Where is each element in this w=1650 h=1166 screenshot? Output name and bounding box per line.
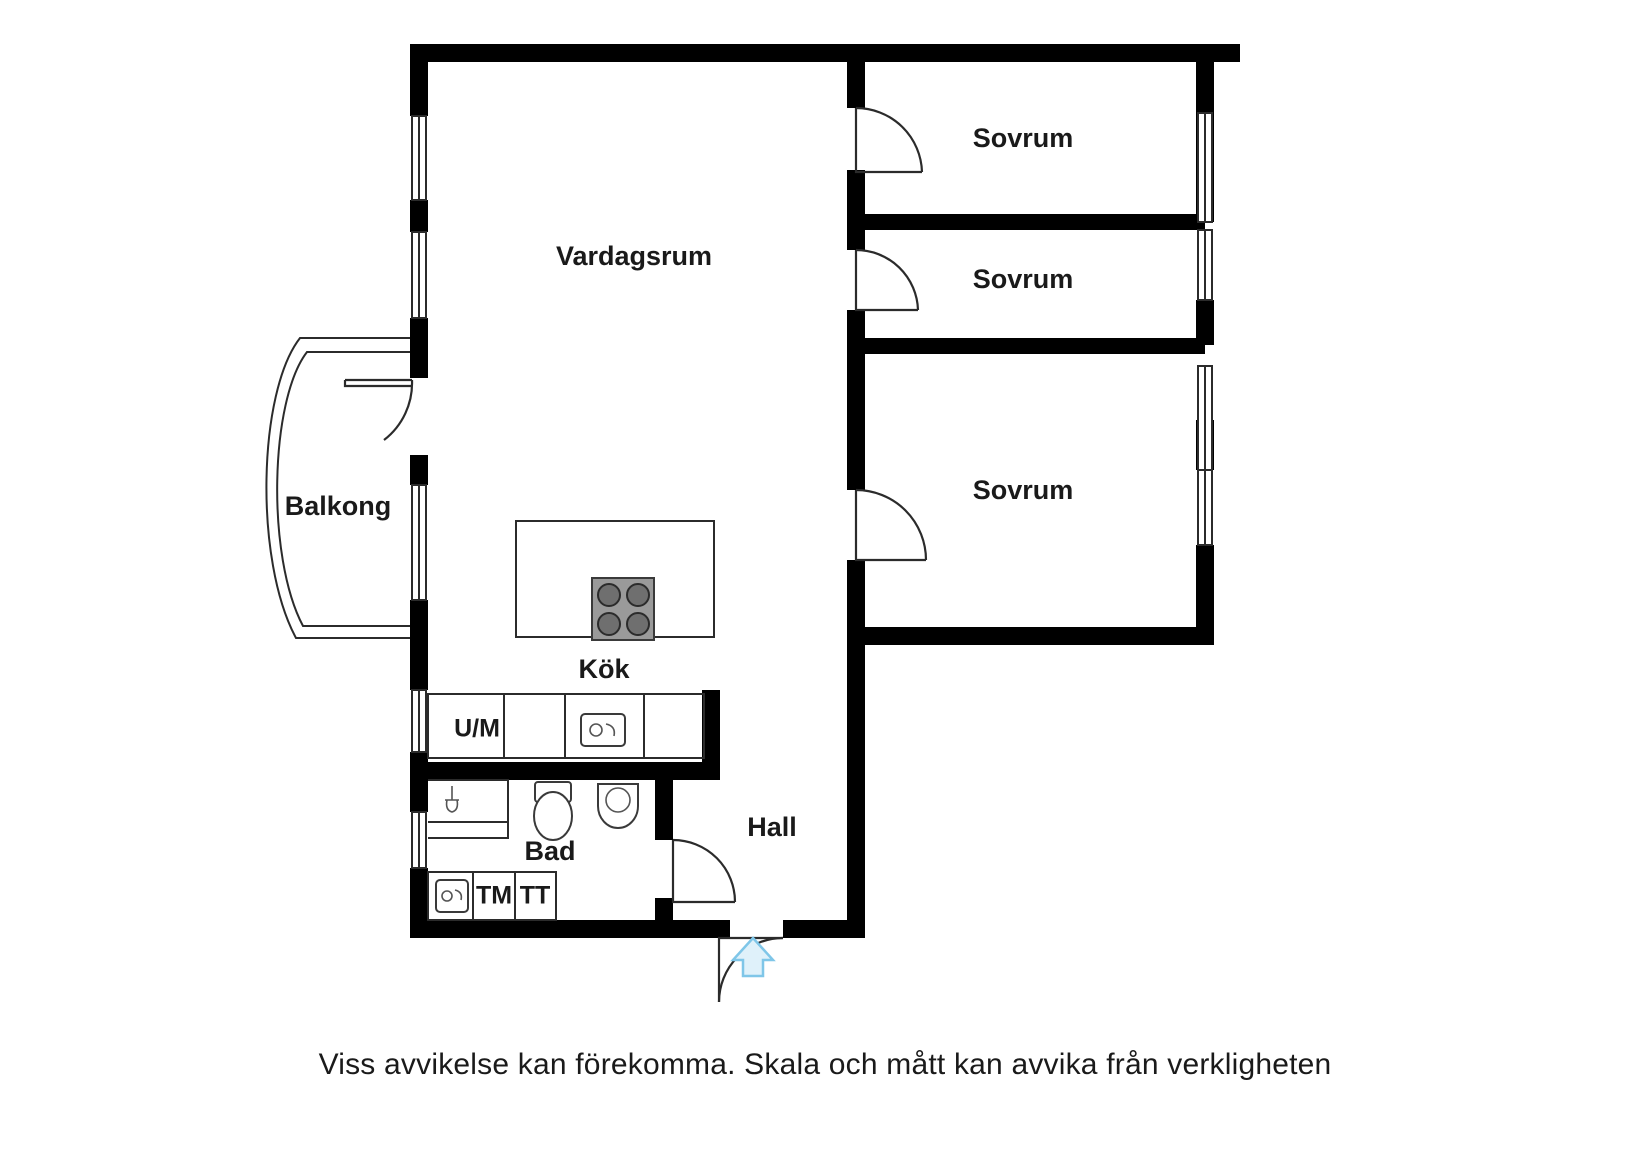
disclaimer-text: Viss avvikelse kan förekomma. Skala och mått kan avvika från verkligheten [318,1048,1332,1081]
appliance-label-tt: TT [519,881,551,910]
room-label-sovrum-3: Sovrum [972,475,1074,506]
appliance-label-um: U/M [454,714,500,743]
walls [410,44,1240,938]
room-label-bad: Bad [524,836,576,867]
appliance-label-tm: TM [475,881,513,910]
room-label-vardagsrum: Vardagsrum [555,241,713,272]
room-label-sovrum-2: Sovrum [972,264,1074,295]
kitchen-sink-icon [581,714,625,746]
room-label-kok: Kök [578,654,630,685]
room-label-sovrum-1: Sovrum [972,123,1074,154]
toilet-icon [534,782,572,840]
kitchen-island [516,521,714,640]
entry-arrow-icon [733,938,773,976]
room-label-hall: Hall [747,812,797,843]
bathroom-fixtures [428,780,638,840]
balcony-outline [266,338,410,638]
washbasin-icon [598,784,638,828]
room-label-balkong: Balkong [284,491,392,522]
